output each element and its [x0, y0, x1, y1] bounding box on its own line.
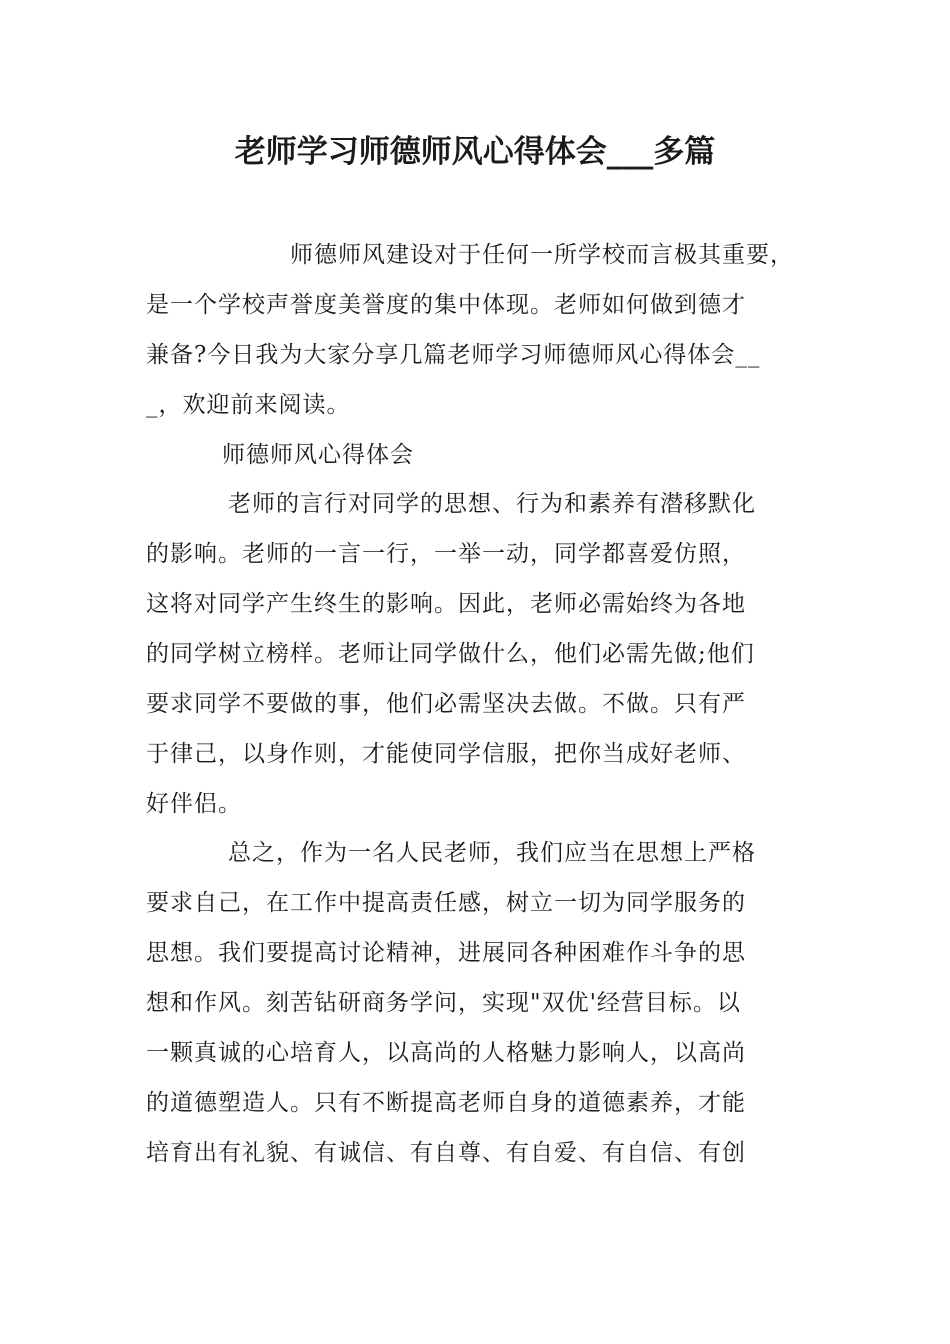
paragraph-line: 兼备?今日我为大家分享几篇老师学习师德师风心得体会__	[146, 342, 761, 368]
paragraph-line: 总之，作为一名人民老师，我们应当在思想上严格	[228, 840, 756, 866]
paragraph-line: 这将对同学产生终生的影响。因此，老师必需始终为各地	[146, 591, 746, 617]
paragraph-line: 老师的言行对同学的思想、行为和素养有潜移默化	[228, 491, 756, 517]
paragraph-line: 培育出有礼貌、有诚信、有自尊、有自爱、有自信、有创	[146, 1140, 746, 1166]
paragraph-line: 于律己，以身作则，才能使同学信服，把你当成好老师、	[146, 741, 746, 767]
document-title: 老师学习师德师风心得体会___多篇	[234, 134, 716, 170]
paragraph-line: 要求同学不要做的事，他们必需坚决去做。不做。只有严	[146, 691, 746, 717]
paragraph-line: 想和作风。刻苦钻研商务学问，实现"双优'经营目标。以	[146, 990, 741, 1016]
paragraph-line: 要求自己，在工作中提高责任感，树立一切为同学服务的	[146, 890, 746, 916]
paragraph-line: 好伴侣。	[146, 791, 242, 817]
paragraph-line: 一颗真诚的心培育人，以高尚的人格魅力影响人，以高尚	[146, 1040, 746, 1066]
section-heading: 师德师风心得体会	[222, 442, 414, 468]
paragraph-line: _，欢迎前来阅读。	[146, 392, 351, 418]
paragraph-line: 的影响。老师的一言一行，一举一动，同学都喜爱仿照，	[146, 541, 746, 567]
paragraph-line: 是一个学校声誉度美誉度的集中体现。老师如何做到德才	[146, 292, 746, 318]
paragraph-line: 的道德塑造人。只有不断提高老师自身的道德素养，才能	[146, 1090, 746, 1116]
paragraph-line: 的同学树立榜样。老师让同学做什么，他们必需先做;他们	[146, 641, 755, 667]
paragraph-line: 思想。我们要提高讨论精神，进展同各种困难作斗争的思	[146, 940, 746, 966]
paragraph-line: 师德师风建设对于任何一所学校而言极其重要，	[290, 242, 794, 268]
